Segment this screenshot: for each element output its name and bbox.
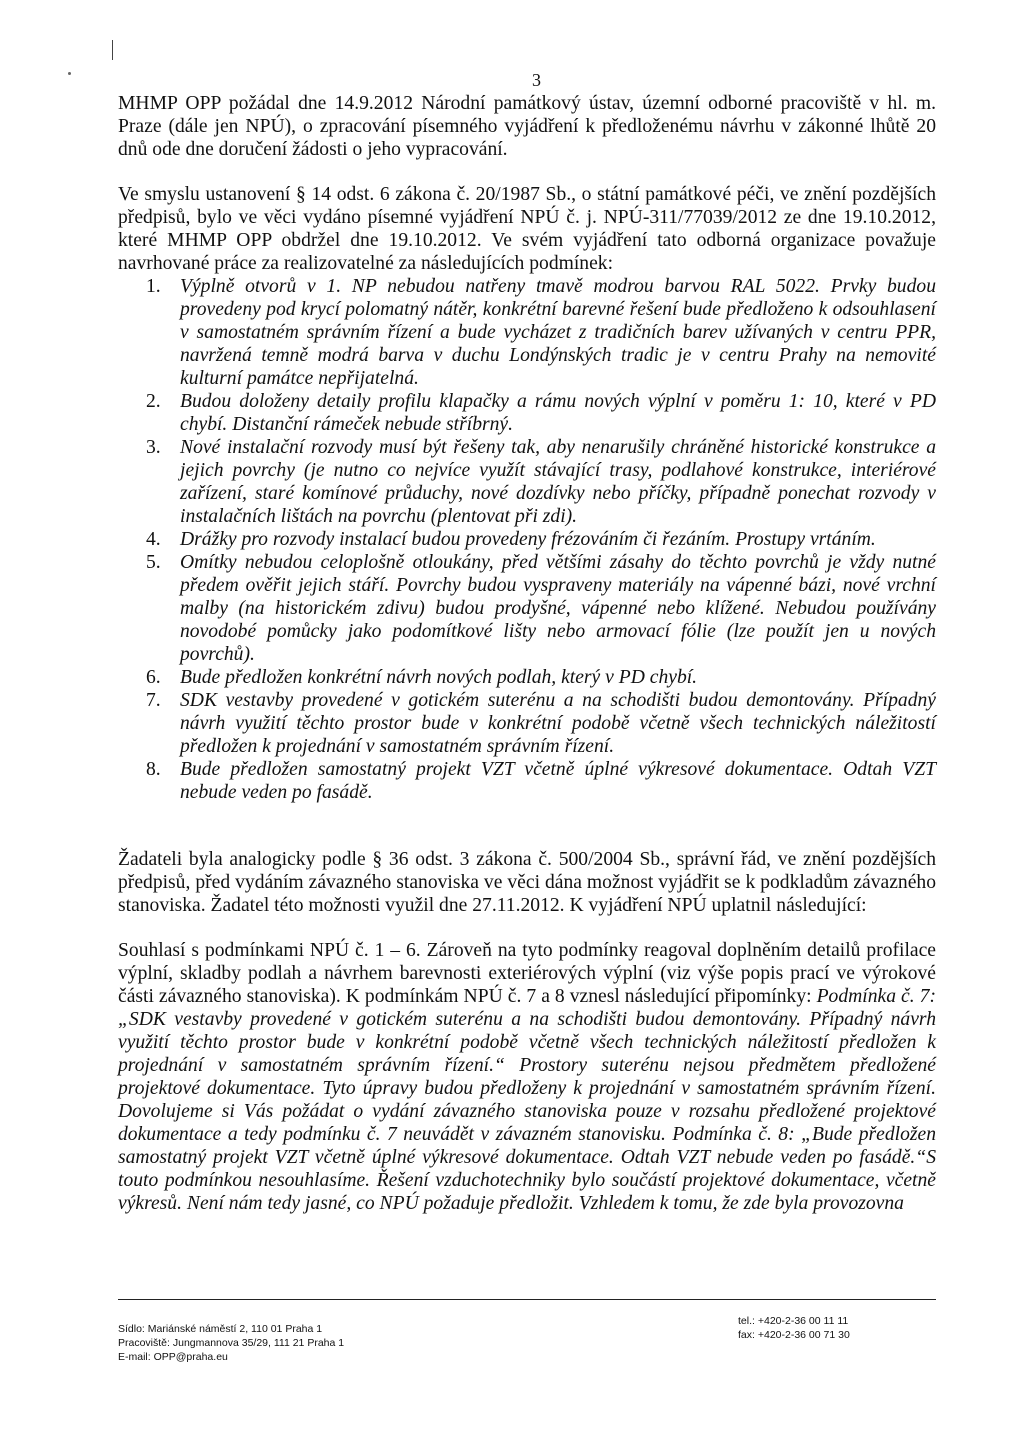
footer-phone: tel.: +420-2-36 00 11 11 — [738, 1315, 849, 1327]
conditions-list — [118, 275, 936, 804]
paragraph-request: MHMP OPP požádal dne 14.9.2012 Národní památkový ústav, územní odborné pracoviště v hl. m. Praze (dále jen NPÚ), o zpracování písemného vyjádření k předloženému návrhu v zákonné lhůtě 20 dnů ode dne doručení žádosti o jeho vypracování. — [118, 93, 936, 160]
condition-text: Výplně otvorů v 1. NP nebudou natřeny tmavě modrou barvou RAL 5022. Prvky budou provedeny pod krycí polomatný nátěr, konkrétní barevné řešení bude předloženo k odsouhlasení v samostatném správním řízení a bude vycházet z tradičních barev užívaných v centru PPR, navržená temně modrá barva v duchu Londýnských tradic je v centru Prahy na nemovité kulturní památce nepřijatelná. — [180, 276, 936, 389]
footer-fax: fax: +420-2-36 00 71 30 — [738, 1329, 850, 1341]
condition-item — [118, 436, 936, 528]
condition-item — [118, 551, 936, 666]
page-number: 3 — [532, 70, 541, 90]
condition-number: 5. — [146, 552, 161, 573]
condition-text: Drážky pro rozvody instalací budou provedeny frézováním či řezáním. Prostupy vrtáním. — [180, 529, 876, 550]
condition-number: 3. — [146, 437, 161, 458]
paragraph-applicant: Žadateli byla analogicky podle § 36 odst. 3 zákona č. 500/2004 Sb., správní řád, ve znění pozdějších předpisů, před vydáním závazného stanoviska ve věci dána možnost vyjádřit se k podkladům závazného stanoviska. Žadatel této možnosti využil dne 27.11.2012. K vyjádření NPÚ uplatnil následující: — [118, 849, 936, 916]
response-quote: Podmínka č. 7: „SDK vestavby provedené v gotickém suterénu a na schodišti budou demontovány. Případný návrh využití těchto prostor bude v konkrétní podobě včetně všech technických náležitostí předložen k projednání v samostatném správním řízení.“ Prostory suterénu nejsou předmětem předložené projektové dokumentace. Tyto úpravy budou předloženy k projednání v samostatném správním řízení. Dovolujeme si Vás požádat o vydání závazného stanoviska pouze v rozsahu předložené projektové dokumentace a tedy podmínku č. 7 neuvádět v závazném stanovisku. Podmínka č. 8: „Bude předložen samostatný projekt VZT včetně úplné výkresové dokumentace. Odtah VZT nebude veden po fasádě.“S touto podmínkou nesouhlasíme. Řešení vzduchotechniky bylo součástí projektové dokumentace, včetně výkresů. Není nám tedy jasné, co NPÚ požaduje předložit. Vzhledem k tomu, že zde byla provozovna — [118, 986, 936, 1214]
footer-address — [118, 1322, 344, 1364]
condition-item — [118, 528, 936, 551]
condition-item — [118, 275, 936, 390]
condition-number: 1. — [146, 276, 161, 297]
condition-text: Budou doloženy detaily profilu klapačky a rámu nových výplní v poměru 1: 10, které v PD chybí. Distanční rámeček nebude stříbrný. — [180, 391, 936, 435]
scan-mark — [112, 40, 115, 60]
condition-number: 4. — [146, 529, 161, 550]
scan-dot — [68, 72, 71, 75]
condition-text: Nové instalační rozvody musí být řešeny tak, aby nenarušily chráněné historické konstrukce a jejich povrchy (je nutno co nejvíce využít stávající trasy, podlahové konstrukce, interiérové zařízení, staré komínové průduchy, nové dozdívky nebo příčky, případně ponechat rozvody v instalačních lištách na povrchu (plentovat při zdi). — [180, 437, 936, 527]
condition-text: Omítky nebudou celoplošně otloukány, před většími zásahy do těchto povrchů je vždy nutné předem ověřit jejich stáří. Povrchy budou vyspraveny materiály na vápenné bázi, nové vrchní malby (na historickém zdivu) budou prodyšné, vápenné nebo klížené. Nebudou používány novodobé pomůcky jako podomítkové lišty nebo armovací fólie (lze použít jen u nových povrchů). — [180, 552, 936, 665]
condition-text: Bude předložen samostatný projekt VZT včetně úplné výkresové dokumentace. Odtah VZT nebude veden po fasádě. — [180, 759, 936, 803]
condition-text: Bude předložen konkrétní návrh nových podlah, který v PD chybí. — [180, 667, 698, 688]
condition-item — [118, 666, 936, 689]
response-text: Souhlasí s podmínkami NPÚ č. 1 – 6. Zároveň na tyto podmínky reagoval doplněním detailů profilace výplní, skladby podlah a návrhem barevnosti exteriérových výplní (viz výše popis prací ve výrokové části závazného stanoviska). K podmínkám NPÚ č. 7 a 8 vznesl následující připomínky: — [118, 940, 936, 1007]
footer-office: Pracoviště: Jungmannova 35/29, 111 21 Praha 1 — [118, 1337, 345, 1349]
condition-number: 7. — [146, 690, 161, 711]
condition-item — [118, 689, 936, 758]
footer-contacts — [738, 1314, 850, 1342]
condition-number: 2. — [146, 391, 161, 412]
condition-number: 6. — [146, 667, 161, 688]
page-footer — [118, 1299, 936, 1363]
condition-item — [118, 758, 936, 804]
document-body — [118, 92, 936, 1215]
condition-item — [118, 390, 936, 436]
condition-number: 8. — [146, 759, 161, 780]
condition-text: SDK vestavby provedené v gotickém suterénu a na schodišti budou demontovány. Případný návrh využití těchto prostor bude v konkrétní podobě včetně všech technických náležitostí předložen k projednání v samostatném správním řízení. — [180, 690, 936, 757]
paragraph-statement: Ve smyslu ustanovení § 14 odst. 6 zákona č. 20/1987 Sb., o státní památkové péči, ve znění pozdějších předpisů, bylo ve věci vydáno písemné vyjádření NPÚ č. j. NPÚ-311/77039/2012 ze dne 19.10.2012, které MHMP OPP obdržel dne 19.10.2012. Ve svém vyjádření tato odborná organizace považuje navrhované práce za realizovatelné za následujících podmínek: — [118, 184, 936, 274]
footer-email: E-mail: OPP@praha.eu — [118, 1351, 228, 1363]
paragraph-response — [118, 939, 936, 1215]
footer-seat: Sídlo: Mariánské náměstí 2, 110 01 Praha 1 — [118, 1323, 323, 1335]
